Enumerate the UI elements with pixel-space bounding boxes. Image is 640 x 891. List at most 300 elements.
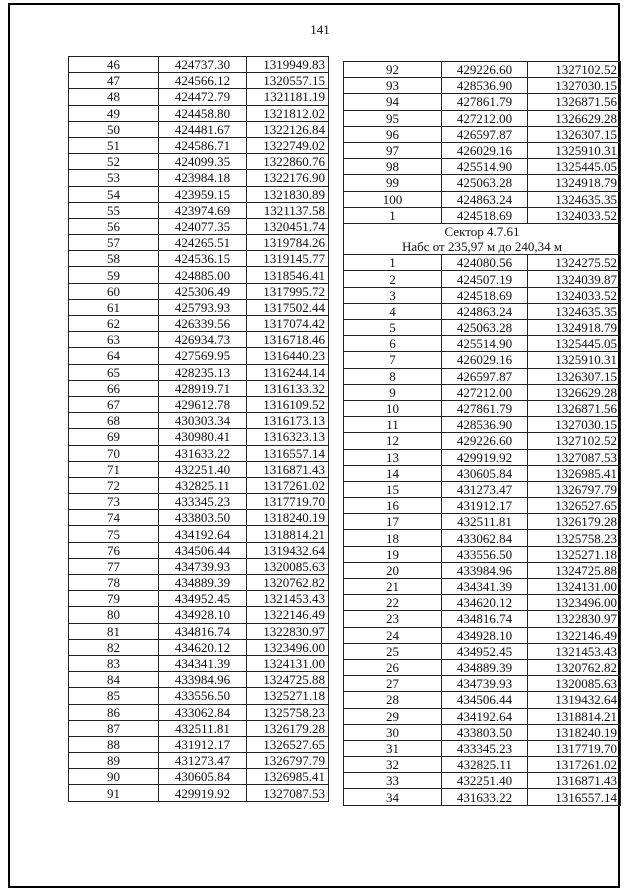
coordinate-x: 425514.90 [442,336,528,352]
coordinate-y: 1325271.18 [528,546,621,562]
table-row [344,175,621,191]
point-number: 27 [344,676,442,692]
point-number: 7 [344,352,442,368]
coordinate-y: 1324725.88 [528,562,621,578]
coordinate-x: 424566.12 [159,73,247,89]
point-number: 21 [344,579,442,595]
coordinate-y: 1316323.13 [247,429,329,445]
table-row [344,142,621,158]
coordinate-y: 1326179.28 [528,514,621,530]
point-number: 8 [344,368,442,384]
coordinate-x: 425063.28 [442,175,528,191]
point-number: 90 [69,769,159,785]
coordinate-x: 428536.90 [442,78,528,94]
point-number: 59 [69,267,159,283]
coordinate-x: 432825.11 [442,757,528,773]
coordinate-x: 433803.50 [159,510,247,526]
coordinate-x: 429226.60 [442,433,528,449]
coordinate-y: 1324725.88 [247,672,329,688]
coordinate-x: 429919.92 [159,785,247,801]
coordinate-x: 427569.95 [159,348,247,364]
coordinate-x: 427212.00 [442,384,528,400]
coordinate-y: 1320085.63 [528,676,621,692]
coordinate-y: 1316244.14 [247,364,329,380]
point-number: 57 [69,235,159,251]
coordinate-y: 1318814.21 [247,526,329,542]
table-row [344,546,621,562]
table-row [69,558,329,574]
point-number: 50 [69,121,159,137]
point-number: 6 [344,336,442,352]
coordinate-y: 1316871.43 [247,461,329,477]
table-row [69,429,329,445]
coordinate-y: 1324635.35 [528,303,621,319]
coordinate-y: 1322126.84 [247,121,329,137]
point-number: 18 [344,530,442,546]
point-number: 96 [344,126,442,142]
point-number: 86 [69,704,159,720]
coordinate-y: 1324275.52 [528,255,621,271]
point-number: 11 [344,417,442,433]
coordinate-y: 1319784.26 [247,235,329,251]
coordinate-y: 1320762.82 [247,575,329,591]
coordinate-x: 434739.93 [442,676,528,692]
point-number: 17 [344,514,442,530]
coordinate-y: 1326629.28 [528,110,621,126]
coordinate-y: 1324918.79 [528,175,621,191]
coordinate-x: 424099.35 [159,154,247,170]
point-number: 84 [69,672,159,688]
table-row [69,769,329,785]
coordinate-x: 424518.69 [442,207,528,223]
point-number: 20 [344,562,442,578]
coordinate-y: 1326797.79 [247,753,329,769]
coordinate-x: 426029.16 [442,142,528,158]
table-row [344,255,621,271]
coordinate-x: 434816.74 [159,623,247,639]
page-border-bottom [8,886,620,888]
point-number: 51 [69,137,159,153]
table-row [344,481,621,497]
point-number: 49 [69,105,159,121]
coordinate-y: 1326527.65 [247,736,329,752]
coordinate-y: 1319432.64 [528,692,621,708]
point-number: 81 [69,623,159,639]
point-number: 52 [69,154,159,170]
point-number: 16 [344,498,442,514]
point-number: 82 [69,639,159,655]
coordinate-x: 424080.56 [442,255,528,271]
point-number: 72 [69,477,159,493]
coordinate-x: 432251.40 [442,773,528,789]
table-row [69,494,329,510]
point-number: 71 [69,461,159,477]
table-row [69,753,329,769]
coordinate-x: 423974.69 [159,202,247,218]
table-row [69,57,329,73]
table-row [344,498,621,514]
table-row [69,591,329,607]
point-number: 1 [344,207,442,223]
coordinate-x: 433062.84 [159,704,247,720]
coordinate-y: 1326871.56 [528,400,621,416]
point-number: 34 [344,789,442,805]
table-row [69,283,329,299]
table-row [344,384,621,400]
coordinate-x: 433556.50 [159,688,247,704]
table-row [69,267,329,283]
table-row [344,126,621,142]
point-number: 95 [344,110,442,126]
table-row [69,332,329,348]
point-number: 10 [344,400,442,416]
coordinate-y: 1321453.43 [528,643,621,659]
table-row [69,380,329,396]
coordinate-x: 434889.39 [442,659,528,675]
table-row [344,433,621,449]
table-row [69,542,329,558]
coordinate-x: 425793.93 [159,299,247,315]
coordinate-x: 430605.84 [159,769,247,785]
point-number: 19 [344,546,442,562]
coordinate-y: 1321137.58 [247,202,329,218]
coordinate-y: 1322830.97 [528,611,621,627]
coordinate-y: 1327087.53 [528,449,621,465]
coordinate-y: 1324918.79 [528,320,621,336]
table-row [69,510,329,526]
table-row [69,154,329,170]
coordinate-x: 431273.47 [159,753,247,769]
table-row [69,105,329,121]
point-number: 54 [69,186,159,202]
coordinate-y: 1322176.90 [247,170,329,186]
coordinate-y: 1320451.74 [247,218,329,234]
point-number: 78 [69,575,159,591]
table-row [344,465,621,481]
table-row [344,659,621,675]
coordinate-x: 429612.78 [159,396,247,412]
page-border-left [8,3,10,888]
coordinate-x: 425514.90 [442,159,528,175]
table-row [69,736,329,752]
coordinate-y: 1324635.35 [528,191,621,207]
coordinate-x: 427861.79 [442,400,528,416]
point-number: 80 [69,607,159,623]
coordinate-x: 424885.00 [159,267,247,283]
table-row [69,121,329,137]
table-row [344,110,621,126]
point-number: 67 [69,396,159,412]
point-number: 92 [344,62,442,78]
table-row [344,757,621,773]
point-number: 74 [69,510,159,526]
point-number: 75 [69,526,159,542]
point-number: 3 [344,287,442,303]
coordinate-x: 434341.39 [442,579,528,595]
coordinate-y: 1317719.70 [247,494,329,510]
table-row [69,186,329,202]
coordinate-x: 429919.92 [442,449,528,465]
coordinate-y: 1324039.87 [528,271,621,287]
table-row [344,271,621,287]
point-number: 97 [344,142,442,158]
coordinate-x: 428536.90 [442,417,528,433]
point-number: 56 [69,218,159,234]
coordinate-x: 424507.19 [442,271,528,287]
coordinate-y: 1326797.79 [528,481,621,497]
coordinate-y: 1322830.97 [247,623,329,639]
coordinate-y: 1327030.15 [528,417,621,433]
point-number: 15 [344,481,442,497]
point-number: 28 [344,692,442,708]
coordinate-x: 426597.87 [442,126,528,142]
coordinate-x: 427861.79 [442,94,528,110]
coordinate-y: 1324033.52 [528,287,621,303]
point-number: 65 [69,364,159,380]
table-row [344,320,621,336]
table-row [344,303,621,319]
page-border-top [8,3,620,5]
table-row [69,348,329,364]
coordinate-x: 428919.71 [159,380,247,396]
point-number: 32 [344,757,442,773]
coordinate-x: 426597.87 [442,368,528,384]
coordinate-x: 434341.39 [159,655,247,671]
point-number: 68 [69,413,159,429]
table-row [344,676,621,692]
point-number: 4 [344,303,442,319]
table-row [344,611,621,627]
table-row [344,207,621,223]
coordinate-y: 1317261.02 [247,477,329,493]
coordinate-y: 1326985.41 [247,769,329,785]
table-row [344,579,621,595]
table-row [344,724,621,740]
point-number: 26 [344,659,442,675]
point-number: 69 [69,429,159,445]
point-number: 83 [69,655,159,671]
coordinate-x: 424863.24 [442,191,528,207]
coordinate-x: 434739.93 [159,558,247,574]
coordinate-x: 427212.00 [442,110,528,126]
table-row [69,299,329,315]
point-number: 13 [344,449,442,465]
coordinate-y: 1318240.19 [528,724,621,740]
coordinate-x: 433984.96 [159,672,247,688]
point-number: 79 [69,591,159,607]
table-row [69,316,329,332]
table-row [69,396,329,412]
coordinate-y: 1320557.15 [247,73,329,89]
coordinate-x: 434192.64 [159,526,247,542]
point-number: 100 [344,191,442,207]
coordinate-y: 1321181.19 [247,89,329,105]
coordinate-x: 424536.15 [159,251,247,267]
coordinate-y: 1321830.89 [247,186,329,202]
coordinate-x: 430605.84 [442,465,528,481]
coordinate-x: 432511.81 [442,514,528,530]
table-row [69,218,329,234]
table-row [69,445,329,461]
point-number: 14 [344,465,442,481]
coordinate-y: 1324033.52 [528,207,621,223]
coordinate-x: 425063.28 [442,320,528,336]
table-row [69,623,329,639]
point-number: 55 [69,202,159,218]
coordinate-y: 1322146.49 [247,607,329,623]
coordinate-x: 433556.50 [442,546,528,562]
coordinate-y: 1321453.43 [247,591,329,607]
coordinate-y: 1318546.41 [247,267,329,283]
coordinate-x: 423984.18 [159,170,247,186]
table-row [344,789,621,805]
point-number: 89 [69,753,159,769]
coordinate-y: 1316871.43 [528,773,621,789]
table-row [344,449,621,465]
table-row [344,530,621,546]
coordinate-x: 432511.81 [159,720,247,736]
table-row [344,191,621,207]
coordinate-y: 1325910.31 [528,142,621,158]
coordinate-y: 1326527.65 [528,498,621,514]
coordinate-x: 433345.23 [159,494,247,510]
coordinate-x: 430303.34 [159,413,247,429]
table-row [69,235,329,251]
point-number: 33 [344,773,442,789]
point-number: 29 [344,708,442,724]
coordinate-y: 1317261.02 [528,757,621,773]
coordinate-y: 1317995.72 [247,283,329,299]
coordinate-y: 1326307.15 [528,368,621,384]
coordinate-y: 1321812.02 [247,105,329,121]
coordinate-y: 1319145.77 [247,251,329,267]
table-row [344,740,621,756]
coordinate-x: 433803.50 [442,724,528,740]
coordinate-x: 431912.17 [442,498,528,514]
coordinate-x: 432251.40 [159,461,247,477]
coordinate-y: 1322749.02 [247,137,329,153]
coordinate-y: 1320085.63 [247,558,329,574]
coordinate-x: 423959.15 [159,186,247,202]
table-row [344,562,621,578]
coordinate-y: 1326629.28 [528,384,621,400]
table-row [69,73,329,89]
coordinate-x: 434506.44 [159,542,247,558]
table-row [69,655,329,671]
coordinate-x: 431633.22 [442,789,528,805]
coordinate-x: 434620.12 [159,639,247,655]
point-number: 87 [69,720,159,736]
table-row [69,251,329,267]
coordinate-y: 1318814.21 [528,708,621,724]
point-number: 66 [69,380,159,396]
table-row [344,336,621,352]
table-row [69,688,329,704]
coordinate-y: 1324131.00 [247,655,329,671]
table-row [344,94,621,110]
table-row [69,461,329,477]
coordinate-x: 424586.71 [159,137,247,153]
coordinate-y: 1323496.00 [247,639,329,655]
coordinate-y: 1325910.31 [528,352,621,368]
coordinate-y: 1324131.00 [528,579,621,595]
section-subtitle: Набс от 235,97 м до 240,34 м [344,239,621,255]
table-row [69,137,329,153]
coordinate-x: 426339.56 [159,316,247,332]
coordinate-y: 1327102.52 [528,62,621,78]
coordinate-y: 1316718.46 [247,332,329,348]
table-row [69,575,329,591]
coordinate-y: 1325758.23 [528,530,621,546]
table-row [344,368,621,384]
table-row [69,89,329,105]
coordinate-y: 1318240.19 [247,510,329,526]
point-number: 53 [69,170,159,186]
table-row [69,202,329,218]
coordinate-x: 430980.41 [159,429,247,445]
point-number: 99 [344,175,442,191]
coordinate-x: 424737.30 [159,57,247,73]
coordinate-y: 1320762.82 [528,659,621,675]
point-number: 25 [344,643,442,659]
table-row [69,785,329,801]
table-row [69,704,329,720]
coordinate-y: 1323496.00 [528,595,621,611]
coordinate-x: 424863.24 [442,303,528,319]
point-number: 5 [344,320,442,336]
point-number: 23 [344,611,442,627]
coordinate-x: 431633.22 [159,445,247,461]
coordinate-y: 1316109.52 [247,396,329,412]
coordinate-y: 1316173.13 [247,413,329,429]
point-number: 64 [69,348,159,364]
coordinate-y: 1316557.14 [247,445,329,461]
coordinate-y: 1325758.23 [247,704,329,720]
coordinate-x: 434928.10 [159,607,247,623]
table-row [69,639,329,655]
coordinate-x: 426934.73 [159,332,247,348]
coordinate-y: 1327087.53 [247,785,329,801]
coordinates-table-right [343,61,621,806]
point-number: 98 [344,159,442,175]
coordinate-x: 433984.96 [442,562,528,578]
table-row [344,287,621,303]
point-number: 91 [69,785,159,801]
coordinate-x: 424077.35 [159,218,247,234]
table-row [344,417,621,433]
point-number: 9 [344,384,442,400]
point-number: 62 [69,316,159,332]
point-number: 46 [69,57,159,73]
coordinate-y: 1327102.52 [528,433,621,449]
coordinate-y: 1322146.49 [528,627,621,643]
coordinate-x: 434192.64 [442,708,528,724]
table-row [69,607,329,623]
coordinate-x: 431912.17 [159,736,247,752]
point-number: 12 [344,433,442,449]
coordinate-x: 433345.23 [442,740,528,756]
coordinate-x: 434506.44 [442,692,528,708]
coordinate-y: 1326871.56 [528,94,621,110]
coordinate-y: 1325445.05 [528,336,621,352]
point-number: 63 [69,332,159,348]
coordinate-x: 424472.79 [159,89,247,105]
table-row [344,400,621,416]
table-row [69,720,329,736]
table-row [344,595,621,611]
point-number: 30 [344,724,442,740]
table-row [344,352,621,368]
